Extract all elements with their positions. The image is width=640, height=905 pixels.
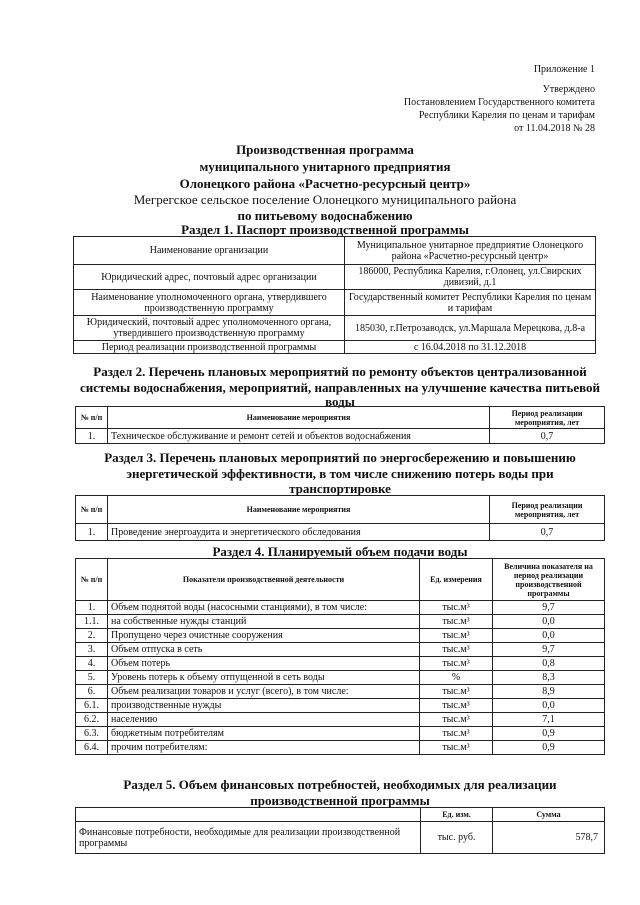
row-period: 0,7 bbox=[490, 429, 605, 444]
row-num: 6.4. bbox=[76, 741, 108, 755]
table-row bbox=[76, 685, 605, 699]
passport-value: Муниципальное унитарное предприятие Олонецкого района «Расчетно-ресурсный центр» bbox=[345, 237, 596, 265]
row-num: 6.2. bbox=[76, 713, 108, 727]
table-row bbox=[74, 237, 596, 265]
title-line-1: Производственная программа bbox=[236, 142, 414, 157]
table-row bbox=[76, 713, 605, 727]
row-name: Проведение энергоаудита и энергетического обследования bbox=[108, 524, 490, 541]
col-num-header: № п/п bbox=[76, 559, 108, 601]
row-name: на собственные нужды станций bbox=[108, 615, 420, 629]
row-num: 5. bbox=[76, 671, 108, 685]
row-num: 6. bbox=[76, 685, 108, 699]
row-unit: тыс.м³ bbox=[420, 601, 493, 615]
table-header-row bbox=[76, 808, 605, 822]
table-row bbox=[74, 316, 596, 341]
approved-label: Утверждено bbox=[542, 84, 595, 95]
row-value: 8,3 bbox=[493, 671, 605, 685]
passport-value: 186000, Республика Карелия, г.Олонец, ул.Свирских дивизий, д.1 bbox=[345, 265, 596, 290]
row-name: Финансовые потребности, необходимые для реализации производственной программы bbox=[76, 822, 421, 854]
row-name: населению bbox=[108, 713, 420, 727]
financial-table bbox=[75, 807, 605, 854]
section5-heading-1: Раздел 5. Объем финансовых потребностей, необходимых для реализации bbox=[123, 777, 557, 792]
row-value: 7,1 bbox=[493, 713, 605, 727]
passport-label: Наименование уполномоченного органа, утвердившего производственную программу bbox=[74, 290, 345, 316]
col-period-header: Период реализации мероприятия, лет bbox=[490, 407, 605, 429]
row-sum: 578,7 bbox=[493, 822, 605, 854]
row-name: Объем реализации товаров и услуг (всего), в том числе: bbox=[108, 685, 420, 699]
row-name: производственные нужды bbox=[108, 699, 420, 713]
passport-label: Период реализации производственной программы bbox=[74, 341, 345, 354]
row-unit: тыс.м³ bbox=[420, 629, 493, 643]
table-header-row bbox=[76, 559, 605, 601]
table-row bbox=[74, 265, 596, 290]
row-name: Объем отпуска в сеть bbox=[108, 643, 420, 657]
row-unit: тыс.м³ bbox=[420, 699, 493, 713]
table-row bbox=[76, 657, 605, 671]
title-line-3: Олонецкого района «Расчетно-ресурсный центр» bbox=[179, 176, 471, 191]
col-name-header: Наименование мероприятия bbox=[108, 496, 490, 524]
row-unit: тыс. руб. bbox=[421, 822, 493, 854]
title-line-2: муниципального унитарного предприятия bbox=[199, 159, 451, 174]
table-row bbox=[76, 524, 605, 541]
section1-heading: Раздел 1. Паспорт производственной программы bbox=[181, 222, 469, 237]
row-num: 6.1. bbox=[76, 699, 108, 713]
passport-value: Государственный комитет Республики Карелия по ценам и тарифам bbox=[345, 290, 596, 316]
row-unit: тыс.м³ bbox=[420, 643, 493, 657]
row-name: Объем потерь bbox=[108, 657, 420, 671]
table-row bbox=[76, 822, 605, 854]
col-unit-header: Ед. изм. bbox=[421, 808, 493, 822]
row-value: 0,8 bbox=[493, 657, 605, 671]
row-num: 2. bbox=[76, 629, 108, 643]
row-unit: тыс.м³ bbox=[420, 741, 493, 755]
section3-heading-3: транспортировке bbox=[289, 481, 391, 496]
row-value: 0,9 bbox=[493, 741, 605, 755]
row-unit: тыс.м³ bbox=[420, 685, 493, 699]
col-name-header: Наименование мероприятия bbox=[108, 407, 490, 429]
row-value: 0,0 bbox=[493, 699, 605, 713]
table-row bbox=[76, 699, 605, 713]
row-num: 6.3. bbox=[76, 727, 108, 741]
col-sum-header: Сумма bbox=[493, 808, 605, 822]
row-name: Техническое обслуживание и ремонт сетей и объектов водоснабжения bbox=[108, 429, 490, 444]
table-row bbox=[76, 601, 605, 615]
row-name: Уровень потерь к объему отпущенной в сеть воды bbox=[108, 671, 420, 685]
appendix-label: Приложение 1 bbox=[533, 64, 595, 75]
row-num: 1.1. bbox=[76, 615, 108, 629]
section3-heading-1: Раздел 3. Перечень плановых мероприятий по энергосбережению и повышению bbox=[104, 450, 576, 465]
row-value: 8,9 bbox=[493, 685, 605, 699]
table-header-row bbox=[76, 496, 605, 524]
title-line-4: Мегрегское сельское поселение Олонецкого муниципального района bbox=[133, 192, 517, 207]
decree-line-1: Постановлением Государственного комитета bbox=[403, 97, 595, 108]
table-row bbox=[76, 727, 605, 741]
decree-line-2: Республики Карелия по ценам и тарифам bbox=[418, 110, 595, 121]
passport-table bbox=[73, 236, 596, 354]
row-num: 1. bbox=[76, 429, 108, 444]
row-unit: % bbox=[420, 671, 493, 685]
repair-measures-table bbox=[75, 406, 605, 444]
section2-heading-2: системы водоснабжения, мероприятий, направленных на улучшение качества питьевой bbox=[79, 380, 601, 395]
row-num: 1. bbox=[76, 601, 108, 615]
passport-value: 185030, г.Петрозаводск, ул.Маршала Мерецкова, д.8-а bbox=[345, 316, 596, 341]
col-unit-header: Ед. измерения bbox=[420, 559, 493, 601]
row-value: 9,7 bbox=[493, 643, 605, 657]
col-num-header: № п/п bbox=[76, 407, 108, 429]
table-row bbox=[74, 341, 596, 354]
row-value: 0,0 bbox=[493, 615, 605, 629]
row-name: Объем поднятой воды (насосными станциями), в том числе: bbox=[108, 601, 420, 615]
row-unit: тыс.м³ bbox=[420, 657, 493, 671]
energy-measures-table bbox=[75, 495, 605, 541]
passport-value: с 16.04.2018 по 31.12.2018 bbox=[345, 341, 596, 354]
section4-heading: Раздел 4. Планируемый объем подачи воды bbox=[212, 544, 468, 559]
table-row bbox=[76, 643, 605, 657]
col-num-header: № п/п bbox=[76, 496, 108, 524]
col-period-header: Период реализации мероприятия, лет bbox=[490, 496, 605, 524]
row-name: бюджетным потребителям bbox=[108, 727, 420, 741]
section3-heading-2: энергетической эффективности, в том числе снижению потерь воды при bbox=[126, 466, 554, 481]
water-supply-table bbox=[75, 558, 605, 755]
decree-line-3: от 11.04.2018 № 28 bbox=[514, 123, 595, 134]
table-row bbox=[76, 629, 605, 643]
row-value: 9,7 bbox=[493, 601, 605, 615]
table-row bbox=[76, 671, 605, 685]
table-row bbox=[76, 429, 605, 444]
row-unit: тыс.м³ bbox=[420, 727, 493, 741]
row-name: Пропущено через очистные сооружения bbox=[108, 629, 420, 643]
passport-label: Наименование организации bbox=[74, 237, 345, 265]
table-row bbox=[76, 615, 605, 629]
col-name-header: Показатели производственной деятельности bbox=[108, 559, 420, 601]
row-num: 3. bbox=[76, 643, 108, 657]
row-unit: тыс.м³ bbox=[420, 615, 493, 629]
passport-label: Юридический адрес, почтовый адрес организации bbox=[74, 265, 345, 290]
table-row bbox=[74, 290, 596, 316]
col-value-header: Величина показателя на период реализации производственной программы bbox=[493, 559, 605, 601]
row-unit: тыс.м³ bbox=[420, 713, 493, 727]
section2-heading-1: Раздел 2. Перечень плановых мероприятий по ремонту объектов централизованной bbox=[93, 364, 587, 379]
col-blank-header bbox=[76, 808, 421, 822]
table-row bbox=[76, 741, 605, 755]
row-num: 1. bbox=[76, 524, 108, 541]
section5-heading-2: производственной программы bbox=[250, 793, 430, 808]
row-num: 4. bbox=[76, 657, 108, 671]
passport-label: Юридический, почтовый адрес уполномоченного органа, утвердившего производственную программу bbox=[74, 316, 345, 341]
title-line-5: по питьевому водоснабжению bbox=[237, 208, 413, 223]
section2-heading-3: воды bbox=[325, 394, 355, 409]
row-value: 0,9 bbox=[493, 727, 605, 741]
row-period: 0,7 bbox=[490, 524, 605, 541]
table-header-row bbox=[76, 407, 605, 429]
row-value: 0,0 bbox=[493, 629, 605, 643]
row-name: прочим потребителям: bbox=[108, 741, 420, 755]
